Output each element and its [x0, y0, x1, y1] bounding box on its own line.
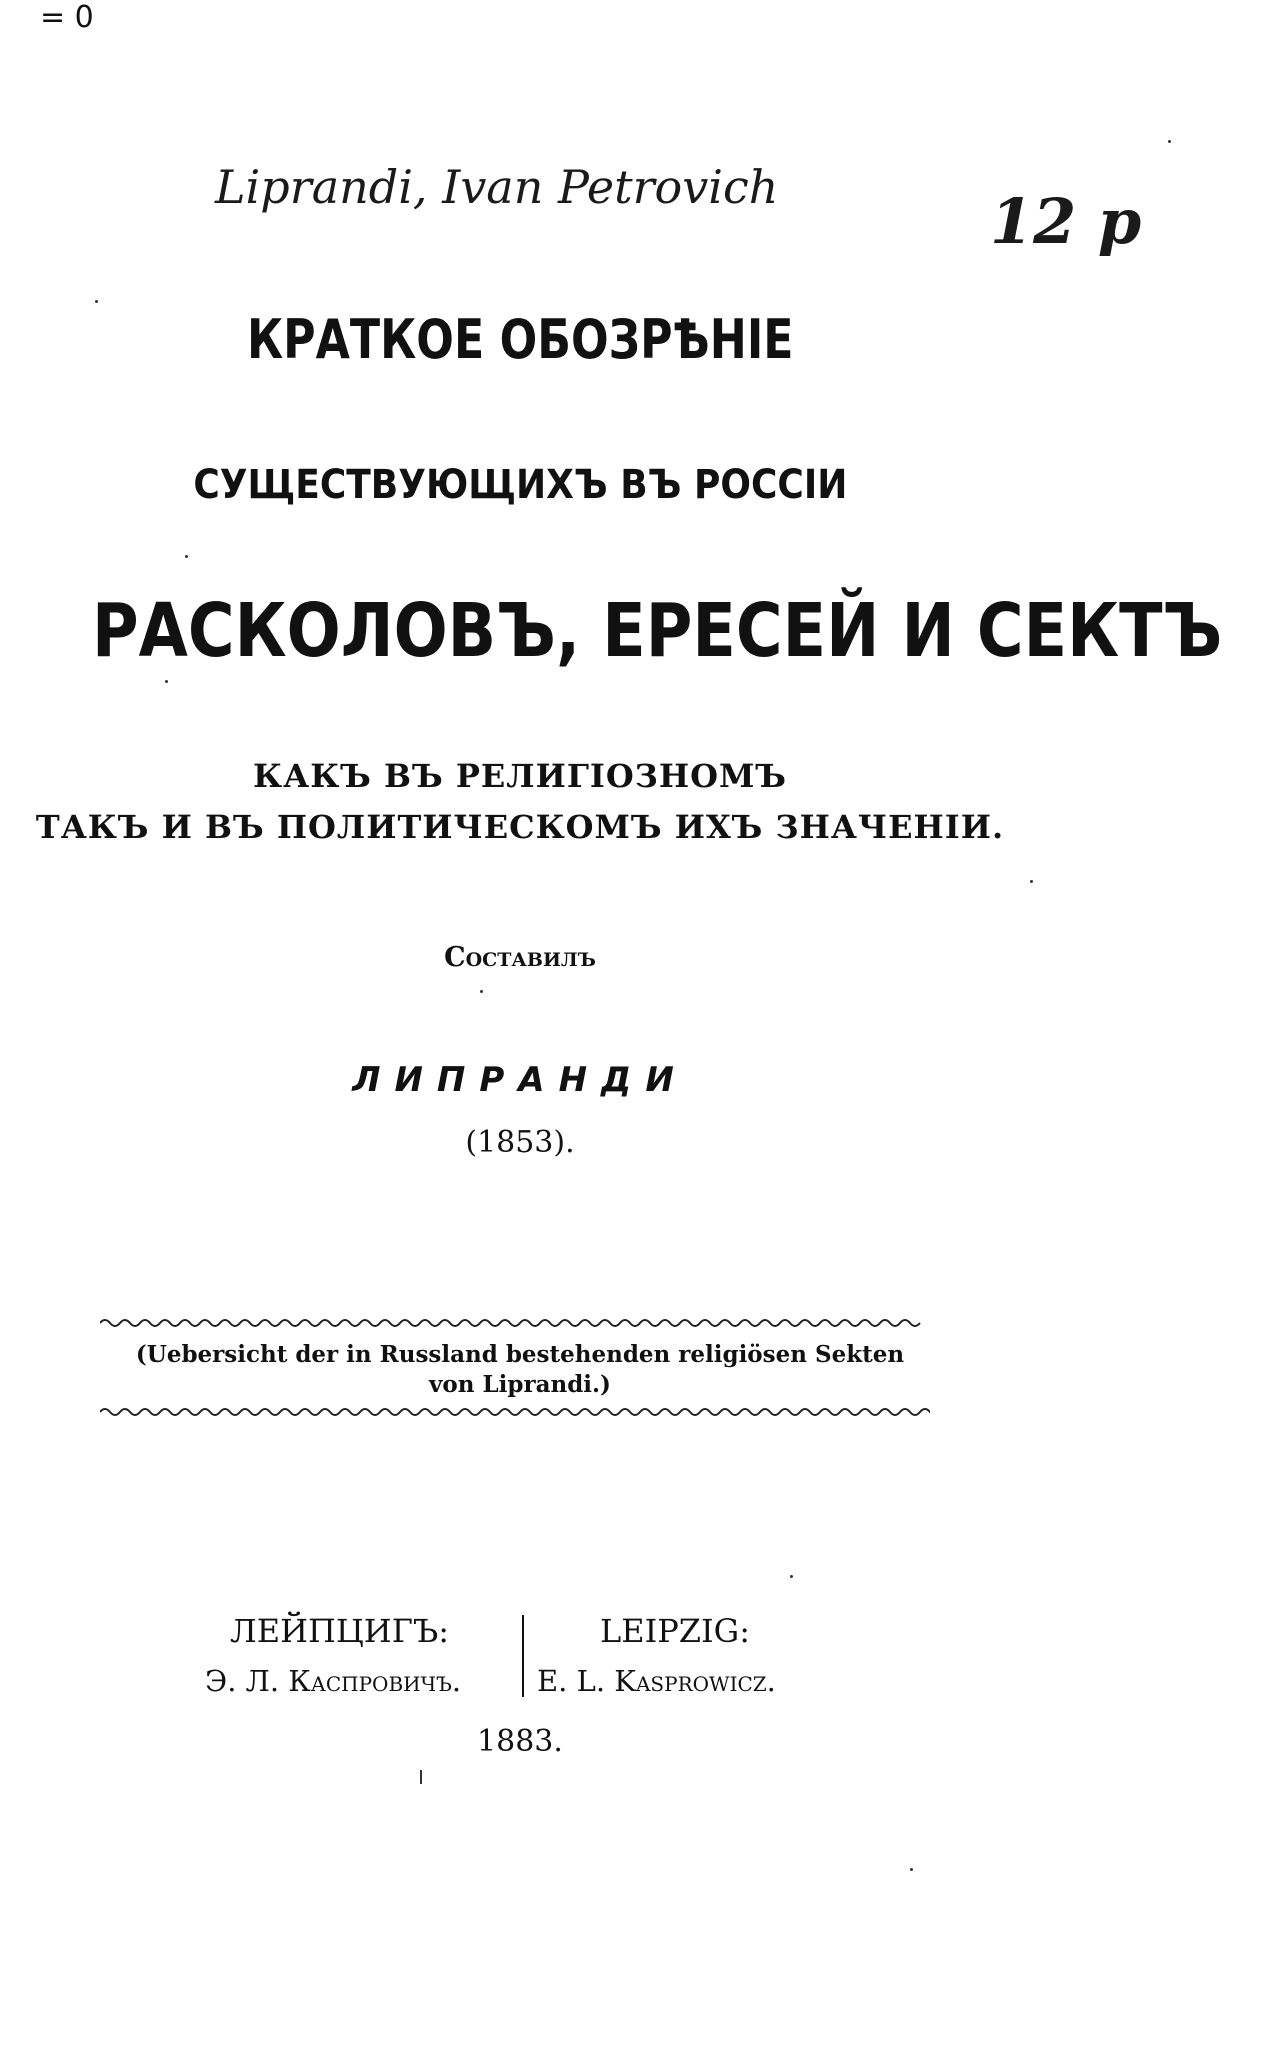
imprint-year: 1883. — [477, 1724, 563, 1759]
german-title-line-2: von Liprandi.) — [429, 1371, 611, 1398]
title-line-5: ТАКЪ И ВЪ ПОЛИТИЧЕСКОМЪ ИХЪ ЗНАЧЕНІИ. — [35, 808, 1005, 846]
imprint-publisher-ru: Э. Л. Каспровичъ. — [205, 1664, 462, 1698]
title-line-1: КРАТКОЕ ОБОЗРѢНІЕ — [246, 308, 794, 371]
imprint-city-ru: ЛЕЙПЦИГЪ: — [230, 1612, 450, 1650]
scan-speck — [185, 555, 188, 558]
wavy-rule-top — [100, 1316, 930, 1330]
handwritten-name-annotation: Liprandi, Ivan Petrovich — [215, 160, 779, 214]
handwritten-number-annotation: 12 p — [990, 185, 1142, 258]
title-line-4: КАКЪ ВЪ РЕЛИГІОЗНОМЪ — [253, 757, 787, 795]
scan-speck — [1030, 880, 1033, 883]
compiled-by-label: Составилъ — [444, 942, 596, 973]
top-margin-mark: = 0 — [40, 0, 94, 35]
scan-speck — [790, 1575, 793, 1578]
imprint-city-de: LEIPZIG: — [600, 1612, 750, 1650]
title-line-2: СУЩЕСТВУЮЩИХЪ ВЪ РОССІИ — [192, 462, 848, 508]
imprint-publisher-de: E. L. Kasprowicz. — [537, 1664, 776, 1698]
scan-speck — [480, 990, 483, 993]
author-name: ЛИПРАНДИ — [352, 1060, 688, 1100]
scan-speck — [910, 1868, 913, 1871]
scan-speck — [1168, 140, 1171, 143]
title-line-3: РАСКОЛОВЪ, ЕРЕСЕЙ И СЕКТЪ — [92, 588, 1223, 674]
wavy-rule-bottom — [100, 1405, 930, 1419]
scan-speck — [420, 1770, 422, 1784]
scan-speck — [95, 300, 98, 303]
imprint-divider — [522, 1615, 524, 1697]
author-year: (1853). — [465, 1125, 575, 1160]
scan-speck — [165, 680, 168, 683]
german-title-line-1: (Uebersicht der in Russland bestehenden religiösen Sekten — [135, 1341, 905, 1368]
